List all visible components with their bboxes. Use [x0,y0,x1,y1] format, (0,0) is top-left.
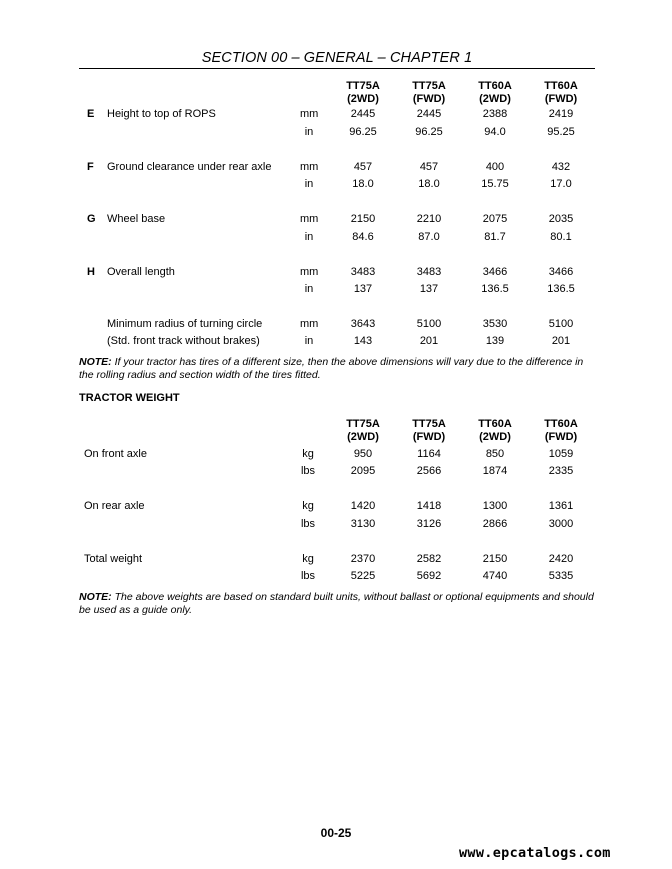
column-header-model: TT60A [478,418,512,430]
value-cell: 139 [485,335,505,347]
column-header [333,418,393,444]
row-label: (Std. front track without brakes) [107,335,260,347]
row-unit: kg [302,448,314,460]
row-label: Height to top of ROPS [107,108,216,120]
note-text: The above weights are based on standard built units, without ballast or optional equipments and should be used as a guide only. [79,591,594,616]
row-unit: lbs [300,570,316,582]
row-unit: mm [300,318,319,330]
header-rule [79,68,595,69]
value-cell: 3483 [416,266,442,278]
column-header [531,80,591,106]
column-header-model: TT75A [412,418,446,430]
value-cell: 3466 [482,266,508,278]
value-cell: 201 [551,335,571,347]
value-cell: 2445 [416,108,442,120]
row-unit: in [304,231,314,243]
column-header-drive: (FWD) [544,93,578,105]
value-cell: 2866 [482,518,508,530]
row-letter: F [87,161,94,173]
watermark: www.epcatalogs.com [459,845,611,861]
weight-note [79,591,599,617]
value-cell: 5100 [416,318,442,330]
value-cell: 2210 [416,213,442,225]
row-unit: in [304,283,314,295]
value-cell: 2095 [350,465,376,477]
value-cell: 2335 [548,465,574,477]
value-cell: 3643 [350,318,376,330]
column-header-drive: (FWD) [412,431,446,443]
value-cell: 3126 [416,518,442,530]
value-cell: 136.5 [547,283,575,295]
row-unit: in [304,335,314,347]
row-unit: mm [300,161,319,173]
column-header-model: TT60A [478,80,512,92]
note-label: NOTE: [79,356,112,368]
value-cell: 84.6 [352,231,374,243]
value-cell: 80.1 [550,231,572,243]
row-unit: lbs [300,518,316,530]
value-cell: 457 [353,161,373,173]
row-letter: G [87,213,96,225]
value-cell: 18.0 [418,178,440,190]
row-unit: lbs [300,465,316,477]
column-header-drive: (2WD) [347,93,379,105]
row-unit: in [304,126,314,138]
row-label: Overall length [107,266,175,278]
value-cell: 96.25 [415,126,443,138]
column-header [399,418,459,444]
value-cell: 2420 [548,553,574,565]
value-cell: 2370 [350,553,376,565]
value-cell: 5692 [416,570,442,582]
value-cell: 87.0 [418,231,440,243]
column-header [531,418,591,444]
value-cell: 2566 [416,465,442,477]
row-label: On front axle [84,448,147,460]
value-cell: 850 [485,448,505,460]
value-cell: 457 [419,161,439,173]
value-cell: 17.0 [550,178,572,190]
value-cell: 136.5 [481,283,509,295]
value-cell: 1418 [416,500,442,512]
value-cell: 201 [419,335,439,347]
value-cell: 1059 [548,448,574,460]
value-cell: 143 [353,335,373,347]
column-header [465,80,525,106]
value-cell: 2582 [416,553,442,565]
value-cell: 400 [485,161,505,173]
column-header [465,418,525,444]
value-cell: 2445 [350,108,376,120]
column-header-drive: (FWD) [544,431,578,443]
value-cell: 5100 [548,318,574,330]
column-header-drive: (2WD) [347,431,379,443]
page-header-title: SECTION 00 – GENERAL – CHAPTER 1 [201,50,473,66]
value-cell: 4740 [482,570,508,582]
row-label: Ground clearance under rear axle [107,161,272,173]
column-header-drive: (2WD) [479,93,511,105]
value-cell: 950 [353,448,373,460]
value-cell: 1874 [482,465,508,477]
value-cell: 1164 [417,448,441,460]
value-cell: 2419 [548,108,574,120]
row-letter: E [87,108,95,120]
value-cell: 3530 [482,318,508,330]
value-cell: 1300 [482,500,508,512]
weight-section-title: TRACTOR WEIGHT [79,392,180,404]
column-header [399,80,459,106]
value-cell: 3483 [350,266,376,278]
value-cell: 2150 [350,213,376,225]
row-unit: in [304,178,314,190]
dimensions-note [79,356,599,382]
row-letter: H [87,266,95,278]
value-cell: 81.7 [484,231,506,243]
value-cell: 15.75 [481,178,509,190]
column-header-drive: (2WD) [479,431,511,443]
value-cell: 1361 [548,500,574,512]
value-cell: 3130 [350,518,376,530]
row-label: Total weight [84,553,143,565]
value-cell: 2035 [548,213,574,225]
row-label: Wheel base [107,213,166,225]
row-label: Minimum radius of turning circle [107,318,263,330]
value-cell: 1420 [350,500,376,512]
value-cell: 94.0 [484,126,506,138]
value-cell: 5225 [350,570,376,582]
page-number: 00-25 [320,826,352,840]
value-cell: 2075 [482,213,508,225]
value-cell: 137 [419,283,439,295]
row-label: On rear axle [84,500,145,512]
value-cell: 432 [551,161,571,173]
value-cell: 137 [353,283,373,295]
column-header-model: TT60A [544,418,578,430]
value-cell: 96.25 [349,126,377,138]
row-unit: kg [302,500,314,512]
column-header-model: TT75A [412,80,446,92]
column-header-model: TT75A [346,418,380,430]
value-cell: 2150 [482,553,508,565]
row-unit: mm [300,108,319,120]
column-header [333,80,393,106]
value-cell: 3466 [548,266,574,278]
note-label: NOTE: [79,591,112,603]
value-cell: 18.0 [352,178,374,190]
value-cell: 3000 [548,518,574,530]
value-cell: 95.25 [547,126,575,138]
row-unit: kg [302,553,314,565]
row-unit: mm [300,266,319,278]
row-unit: mm [300,213,319,225]
column-header-drive: (FWD) [412,93,446,105]
column-header-model: TT75A [346,80,380,92]
value-cell: 5335 [548,570,574,582]
column-header-model: TT60A [544,80,578,92]
note-text: If your tractor has tires of a different size, then the above dimensions will vary due to the difference in the rolling radius and section width of the tires fitted. [79,356,584,381]
value-cell: 2388 [482,108,508,120]
